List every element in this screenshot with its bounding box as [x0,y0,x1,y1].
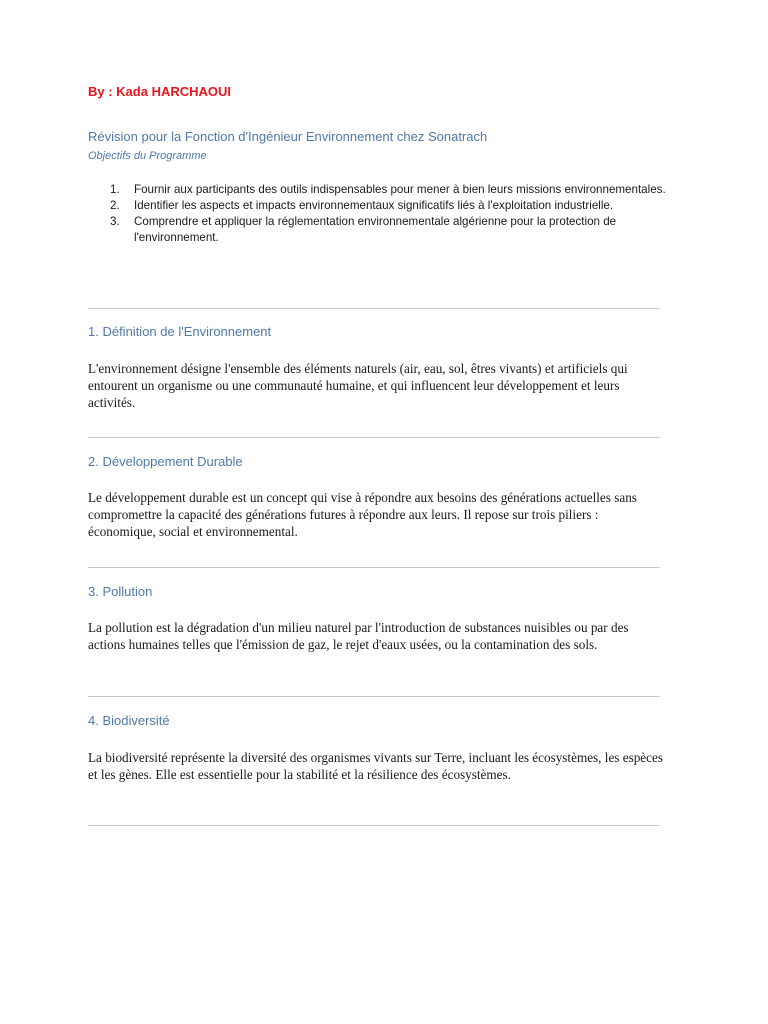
objectives-list [110,182,670,246]
objective-number: 3. [110,215,120,228]
section-divider [88,696,660,697]
section-body-biodiversity: La biodiversité représente la diversité des organismes vivants sur Terre, incluant les écosystèmes, les espèces et les gènes. Elle est essentielle pour la stabilité et la résilience des écosystèmes. [88,750,663,782]
author-line: By : Kada HARCHAOUI [88,84,232,99]
document-subtitle: Objectifs du Programme [88,150,207,162]
section-body-environment: L'environnement désigne l'ensemble des éléments naturels (air, eau, sol, êtres vivants) et artificiels qui entourent un organisme ou une communauté humaine, et qui influencent leur développement et leurs activités. [88,361,628,410]
section-title-pollution: 3. Pollution [88,584,153,599]
objective-item [110,198,670,214]
objective-item [110,214,670,246]
section-body-pollution: La pollution est la dégradation d'un milieu naturel par l'introduction de substances nuisibles ou par des actions humaines telles que l'émission de gaz, le rejet d'eaux usées, ou la contamination des sols. [88,620,629,652]
objective-item [110,182,670,198]
objective-text: Identifier les aspects et impacts environnementaux significatifs liés à l'exploitation industrielle. [134,199,614,212]
objective-text: Fournir aux participants des outils indispensables pour mener à bien leurs missions environnementales. [134,183,666,196]
objective-text: Comprendre et appliquer la réglementation environnementale algérienne pour la protection de l'environnement. [134,215,617,244]
section-title-environment: 1. Définition de l'Environnement [88,324,272,339]
section-divider [88,308,660,309]
section-divider [88,437,660,438]
objective-number: 2. [110,199,120,212]
document-title: Révision pour la Fonction d'Ingénieur Environnement chez Sonatrach [88,129,488,144]
objective-number: 1. [110,183,120,196]
section-divider [88,567,660,568]
section-divider [88,825,660,826]
section-title-biodiversity: 4. Biodiversité [88,713,170,728]
section-body-sustainable-development: Le développement durable est un concept qui vise à répondre aux besoins des générations actuelles sans compromettre la capacité des générations futures à répondre aux leurs. Il repose sur trois piliers : économique, social et environnemental. [88,490,637,539]
section-title-sustainable-development: 2. Développement Durable [88,454,243,469]
